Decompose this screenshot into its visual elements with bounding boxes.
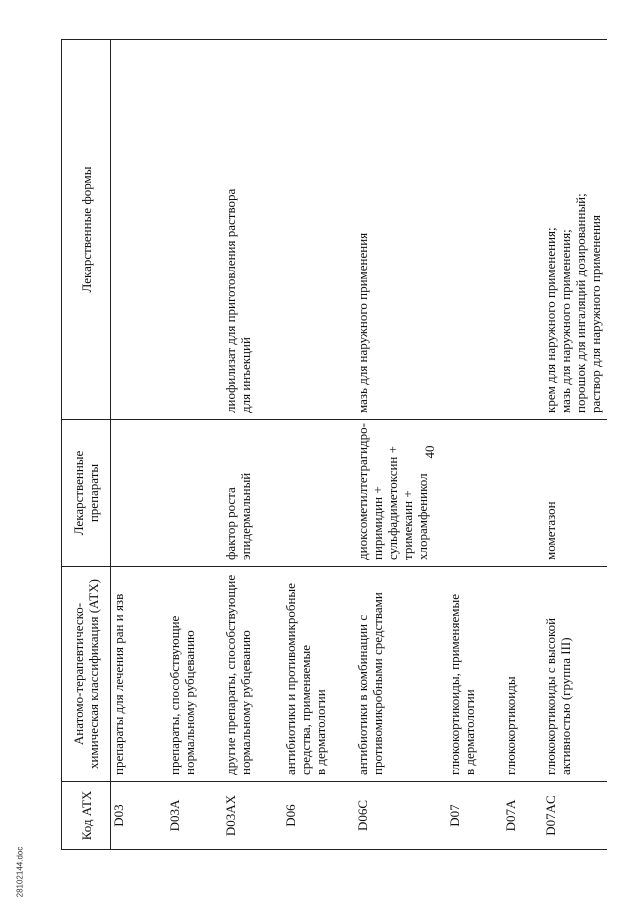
cell-forms xyxy=(447,40,503,420)
cell-forms xyxy=(223,40,283,420)
atx-code: D07AC xyxy=(542,795,558,836)
atx-code: D03AX xyxy=(222,794,238,837)
cell-forms xyxy=(355,40,447,420)
cell-drugs xyxy=(283,420,355,567)
header-drugs: Лекарственные препараты xyxy=(62,420,111,567)
footer-file-name: 28102144.doc xyxy=(15,846,25,898)
forms-line: лиофилизат для приготовления раствора xyxy=(222,188,238,413)
table-row xyxy=(283,40,355,850)
header-classification: Анатомо-терапевтическо-химическая классификация (АТХ) xyxy=(62,567,111,782)
atx-code: D07 xyxy=(446,804,462,827)
classification-line: антибиотики и противомикробные xyxy=(282,583,298,775)
table-row xyxy=(503,40,543,850)
cell-classification xyxy=(111,567,167,782)
cell-classification xyxy=(503,567,543,782)
cell-code xyxy=(447,782,503,850)
classification-line: глюкокортикоиды с высокой xyxy=(542,617,558,775)
classification-line: другие препараты, способствующие xyxy=(222,574,238,775)
forms-line: мазь для наружного применения; xyxy=(557,229,573,413)
forms-line: для инъекций xyxy=(237,337,253,413)
cell-drugs xyxy=(503,420,543,567)
atx-code: D06 xyxy=(282,804,298,827)
atx-table xyxy=(61,39,607,850)
drugs-line: фактор роста эпидермальный xyxy=(222,472,253,560)
cell-classification xyxy=(283,567,355,782)
table-row xyxy=(447,40,503,850)
cell-code xyxy=(223,782,283,850)
cell-drugs xyxy=(447,420,503,567)
cell-forms xyxy=(111,40,167,420)
rotated-table-page xyxy=(61,40,603,850)
cell-drugs xyxy=(111,420,167,567)
classification-line: противомикробными средствами xyxy=(369,592,385,775)
cell-code xyxy=(283,782,355,850)
cell-code xyxy=(355,782,447,850)
forms-line: порошок для ингаляций дозированный; xyxy=(572,193,588,413)
forms-line: раствор для наружного применения xyxy=(587,215,603,413)
table-row xyxy=(223,40,283,850)
cell-forms xyxy=(283,40,355,420)
forms-line: крем для наружного применения; xyxy=(542,227,558,413)
classification-line: нормальному рубцеванию xyxy=(237,630,253,775)
cell-drugs xyxy=(543,420,607,567)
classification-line: препараты, способствующие xyxy=(166,615,182,775)
atx-code: D03A xyxy=(166,799,182,832)
classification-line: средства, применяемые xyxy=(297,644,313,775)
forms-line: мазь для наружного применения xyxy=(354,232,370,413)
classification-line: антибиотики в комбинации с xyxy=(354,614,370,775)
drugs-line: мометазон xyxy=(542,501,558,560)
cell-forms xyxy=(543,40,607,420)
table-row xyxy=(111,40,167,850)
atx-code: D06C xyxy=(354,799,370,832)
cell-drugs xyxy=(167,420,223,567)
table-row xyxy=(543,40,607,850)
cell-forms xyxy=(167,40,223,420)
cell-code xyxy=(503,782,543,850)
page-number: 40 xyxy=(422,445,437,459)
cell-classification xyxy=(447,567,503,782)
classification-line: препараты для лечения ран и язв xyxy=(111,593,126,775)
cell-code xyxy=(543,782,607,850)
cell-code xyxy=(167,782,223,850)
header-code: Код АТХ xyxy=(62,782,111,850)
cell-forms xyxy=(503,40,543,420)
table-row xyxy=(355,40,447,850)
header-forms: Лекарственные формы xyxy=(62,40,111,420)
cell-code xyxy=(111,782,167,850)
classification-line: активностью (группа III) xyxy=(557,637,573,775)
cell-drugs xyxy=(355,420,447,567)
drugs-line: сульфадиметоксин + xyxy=(384,446,400,560)
classification-line: глюкокортикоиды, применяемые xyxy=(446,594,462,775)
drugs-line: диоксометилтетрагидро- xyxy=(354,422,370,560)
atx-code: D07A xyxy=(502,799,518,832)
cell-classification xyxy=(167,567,223,782)
classification-line: в дерматологии xyxy=(461,689,477,775)
classification-line: нормальному рубцеванию xyxy=(181,630,197,775)
drugs-line: тримекаин + хлорамфеникол xyxy=(399,473,430,560)
cell-classification xyxy=(355,567,447,782)
cell-classification xyxy=(223,567,283,782)
cell-classification xyxy=(543,567,607,782)
table-row xyxy=(167,40,223,850)
drugs-line: пиримидин + xyxy=(369,486,385,560)
cell-drugs xyxy=(223,420,283,567)
atx-code: D03 xyxy=(111,804,126,827)
table-body xyxy=(111,40,607,850)
table-header-row xyxy=(62,40,111,850)
classification-line: глюкокортикоиды xyxy=(502,676,518,775)
classification-line: в дерматологии xyxy=(312,689,328,775)
